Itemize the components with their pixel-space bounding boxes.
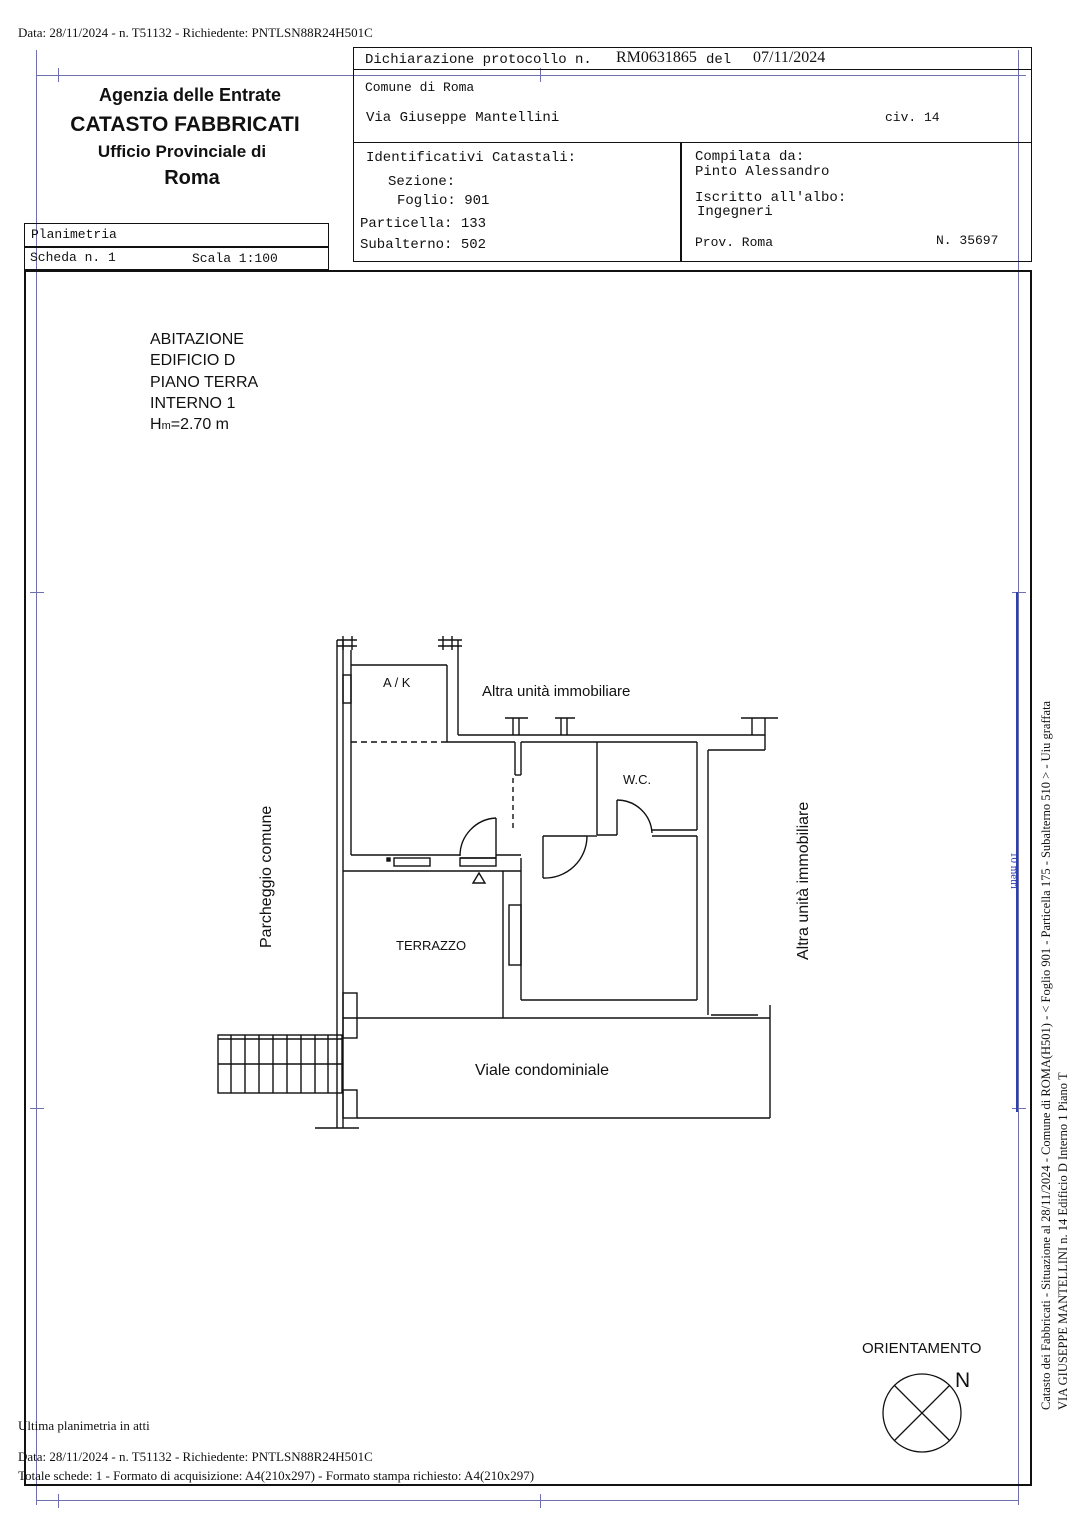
label-parcheggio: Parcheggio comune [258,805,275,948]
compilata-label: Compilata da: [695,149,805,165]
label-viale: Viale condominiale [475,1062,610,1079]
identificativi-title: Identificativi Catastali: [366,150,577,166]
agency-name: Agenzia delle Entrate [98,85,282,105]
footer-totale: Totale schede: 1 - Formato di acquisizione: A4(210x297) - Formato stampa richiesto: A4(210x297) [18,1468,535,1483]
albo-number: N. 35697 [936,233,999,248]
declaration-del: del [706,52,732,68]
side-text-address: VIA GIUSEPPE MANTELLINI n. 14 Edificio D Interno 1 Piano T [1056,1072,1070,1410]
label-altra-right: Altra unità immobiliare [795,801,812,960]
scheda-label: Scheda n. 1 [30,250,116,265]
height-value: =2.70 m [170,416,229,433]
albo-label: Iscritto all'albo: [695,190,847,206]
room-ak: A / K [383,675,411,690]
address-label: Via Giuseppe Mantellini [366,110,560,126]
declaration-number: RM0631865 [616,49,697,66]
height-prefix: H [150,416,162,433]
footer-data: Data: 28/11/2024 - n. T51132 - Richiedente: PNTLSN88R24H501C [18,1449,373,1464]
unit-floor: PIANO TERRA [150,374,259,391]
side-text-situation: Catasto dei Fabbricati - Situazione al 28/11/2024 - Comune di ROMA(H501) - < Foglio 901 - Particella 175 - Subalterno 510 > - Uiu graffata [1039,700,1053,1410]
civic-number: civ. 14 [885,110,940,125]
footer-ultima: Ultima planimetria in atti [18,1418,150,1433]
albo-value: Ingegneri [697,204,773,220]
catasto-title: CATASTO FABBRICATI [70,113,300,136]
subalterno-label: Subalterno: 502 [360,237,487,253]
foglio-label: Foglio: 901 [397,193,490,209]
declaration-date: 07/11/2024 [753,49,826,66]
label-altra-top: Altra unità immobiliare [482,683,631,700]
unit-building: EDIFICIO D [150,352,236,369]
height-subscript: m [161,420,171,432]
unit-type: ABITAZIONE [150,331,244,348]
scala-label: Scala 1:100 [192,251,278,266]
north-label: N [955,1369,971,1392]
orientamento-label: ORIENTAMENTO [862,1340,982,1357]
comune-label: Comune di Roma [365,80,475,95]
room-terrazzo: TERRAZZO [396,938,467,953]
compass-symbol [883,1374,961,1452]
header-request-line: Data: 28/11/2024 - n. T51132 - Richiedente: PNTLSN88R24H501C [18,25,373,40]
compilata-name: Pinto Alessandro [695,164,830,180]
particella-label: Particella: 133 [360,216,487,232]
prov-label: Prov. Roma [695,235,774,250]
sezione-label: Sezione: [388,174,456,190]
planimetria-label: Planimetria [31,227,117,242]
unit-interior: INTERNO 1 [150,395,236,412]
declaration-label: Dichiarazione protocollo n. [365,52,592,68]
scale-bar-label: 10 metri [1008,852,1020,889]
room-wc: W.C. [623,772,652,787]
ufficio-city: Roma [164,167,220,189]
ufficio-label: Ufficio Provinciale di [97,142,267,161]
